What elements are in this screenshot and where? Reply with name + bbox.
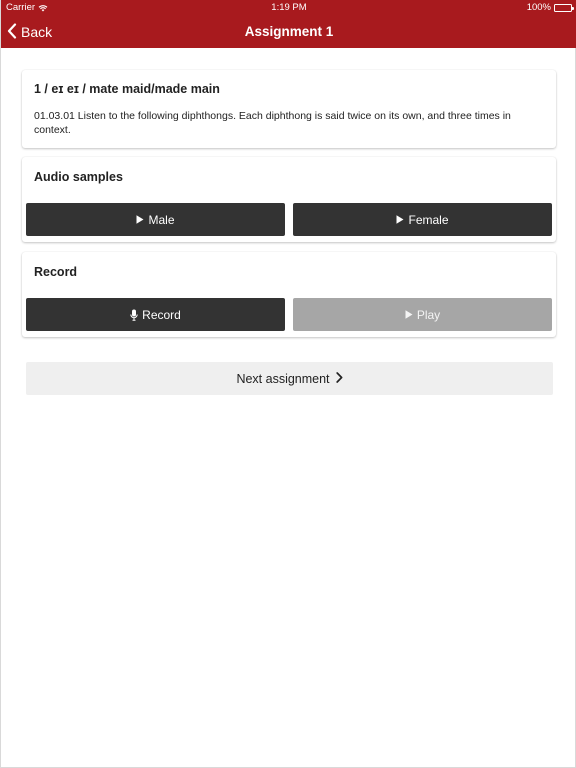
male-sample-button[interactable] <box>26 203 285 236</box>
status-time: 1:19 PM <box>271 2 307 13</box>
status-battery <box>527 2 572 13</box>
play-recording-button[interactable] <box>293 298 552 331</box>
page-title: Assignment 1 <box>244 24 334 39</box>
assignment-card <box>22 70 556 148</box>
assignment-description: 01.03.01 Listen to the following diphthongs. Each diphthong is said twice on its own, and three times in context. <box>34 110 511 136</box>
female-sample-button[interactable] <box>293 203 552 236</box>
play-label: Play <box>416 307 441 322</box>
record-card <box>22 252 556 337</box>
top-bar <box>1 0 576 48</box>
play-icon <box>136 215 144 224</box>
female-sample-label: Female <box>408 212 449 227</box>
chevron-right-icon <box>336 372 343 386</box>
microphone-icon <box>130 309 138 321</box>
next-assignment-button[interactable] <box>26 362 553 395</box>
record-button[interactable] <box>26 298 285 331</box>
male-sample-label: Male <box>148 212 175 227</box>
audio-samples-heading: Audio samples <box>34 170 123 184</box>
audio-samples-card <box>22 157 556 242</box>
battery-icon <box>554 4 572 12</box>
play-icon <box>405 310 413 319</box>
record-heading: Record <box>34 265 78 279</box>
back-label: Back <box>21 24 53 40</box>
carrier-label: Carrier <box>6 2 36 13</box>
next-assignment-label: Next assignment <box>236 371 330 386</box>
record-label: Record <box>142 307 181 322</box>
play-icon <box>396 215 404 224</box>
status-bar <box>1 0 576 16</box>
assignment-heading: 1 / eɪ eɪ / mate maid/made main <box>34 82 220 96</box>
battery-percent: 100% <box>526 2 551 13</box>
navigation-bar <box>1 16 576 48</box>
